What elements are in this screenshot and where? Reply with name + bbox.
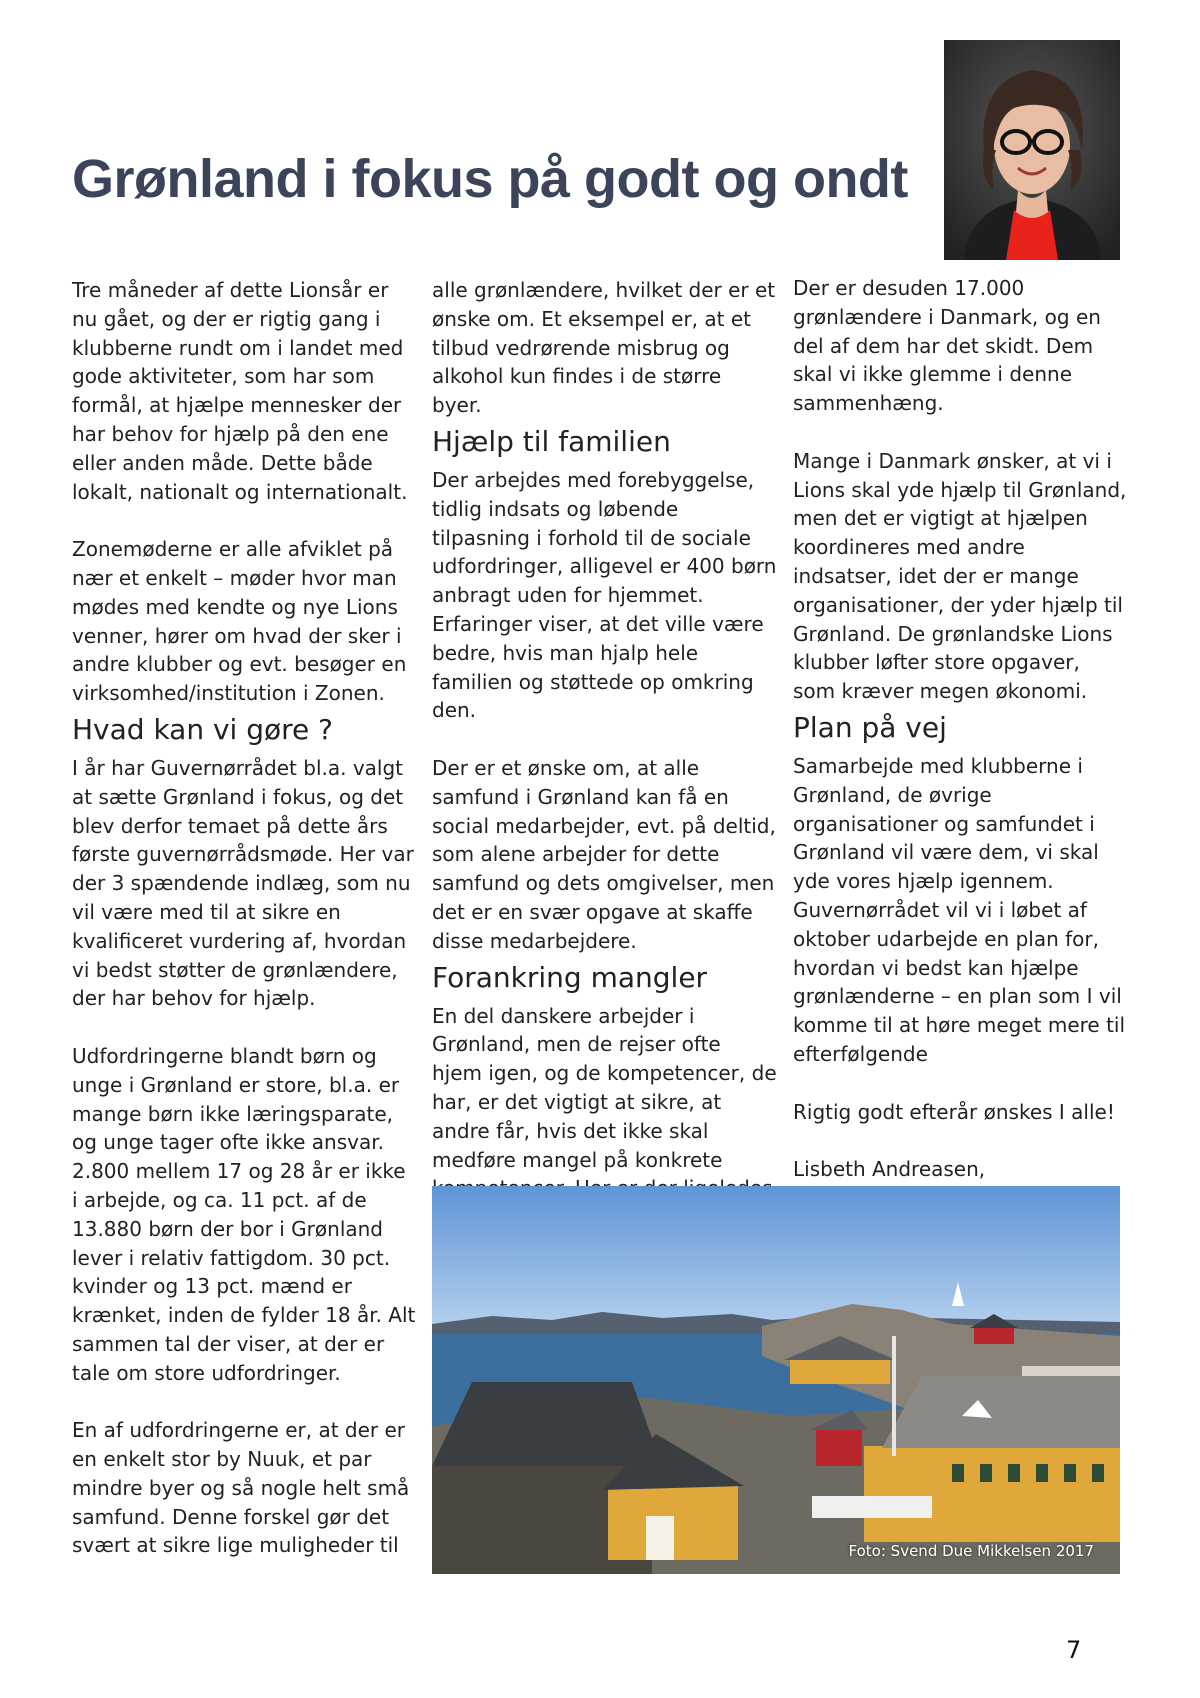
column-1 [72,276,417,1560]
paragraph: Mange i Danmark ønsker, at vi i Lions skal yde hjælp til Grønland, men det er vigtigt at hjælpen koordineres med andre indsatser, idet der er mange organisationer, der yder hjælp til Grønland. De grønlandske Lions klubber løfter store opgaver, som kræver megen økonomi. [793,448,1127,704]
paragraph: Samarbejde med klubberne i Grønland, de øvrige organisationer og samfundet i Grønland vil være dem, vi skal yde vores hjælp igennem. Guvernørrådet vil vi i løbet af oktober udarbejde en plan for, hvordan vi bedst kan hjælpe grønlænderne – en plan som I vil komme til at høre meget mere til efterfølgende [793,753,1126,1066]
column-2 [432,276,777,1232]
paragraph: Der arbejdes med forebyggelse, tidlig indsats og løbende tilpasning i forhold til de sociale udfordringer, alligevel er 400 børn anbragt uden for hjemmet. Erfaringer viser, at det ville være bedre, hvis man hjalp hele familien og støttede op omkring den. [432,467,777,723]
column-3 [793,274,1128,1213]
section-heading: Hvad kan vi gøre ? [72,712,334,746]
paragraph: alle grønlændere, hvilket der er et ønske om. Et eksempel er, at et tilbud vedrørende misbrug og alkohol kun findes i de større byer. [432,278,776,418]
signature-name: Lisbeth Andreasen, [793,1157,986,1182]
town-photo [432,1186,1120,1574]
page-title: Grønland i fokus på godt og ondt [72,149,908,209]
paragraph: Rigtig godt efterår ønskes I alle! [793,1099,1115,1124]
paragraph: En af udfordringerne er, at der er en enkelt stor by Nuuk, et par mindre byer og så nogle helt små samfund. Denne forskel gør det svært at sikre lige muligheder til [72,1418,410,1558]
paragraph: En del danskere arbejder i Grønland, men de rejser ofte hjem igen, og de kompetencer, de har, er det vigtigt at sikre, at andre får, hvis det ikke skal medføre mangel på konkrete [432,1003,777,1172]
portrait-photo [944,40,1120,260]
paragraph: Tre måneder af dette Lionsår er nu gået, og der er rigtig gang i klubberne rundt om i landet med gode aktiviteter, som har som formål, at hjælpe mennesker der har behov for hjælp på den ene eller anden måde. Dette både lokalt, nationalt og internationalt. [72,278,408,504]
section-heading: Forankring mangler [432,960,708,994]
page-number: 7 [1066,1636,1082,1664]
section-heading: Plan på vej [793,710,947,744]
paragraph: Zonemøderne er alle afviklet på nær et enkelt – møder hvor man mødes med kendte og nye Lions venner, hører om hvad der sker i andre klubber og evt. besøger en virksomhed/institution i Zonen. [72,537,407,706]
section-heading: Hjælp til familien [432,424,671,458]
photo-credit: Foto: Svend Due Mikkelsen 2017 [848,1542,1094,1560]
paragraph: Der er desuden 17.000 grønlændere i Danmark, og en del af dem har det skidt. Dem skal vi ikke glemme i denne sammenhæng. [793,276,1101,416]
paragraph: Udfordringerne blandt børn og unge i Grønland er store, bl.a. er mange børn ikke læringsparate, og unge tager ofte ikke ansvar. 2.800 mellem 17 og 28 år er ikke i arbejde, og ca. 11 pct. af de 13.880 børn der bor i Grønland lever i relativ fattigdom. 30 pct. kvinder og 13 pct. mænd er krænket, inden de fylder 18 år. Alt sammen tal der viser, at der er tale om store udfordringer. [72,1043,416,1385]
paragraph: I år har Guvernørrådet bl.a. valgt at sætte Grønland i fokus, og det blev derfor temaet på dette års første guvernørrådsmøde. Her var der 3 spændende indlæg, som nu vil være med til at sikre en kvalificeret vurdering af, hvordan vi bedst støtter de grønlændere, der har behov for hjælp. [72,755,414,1011]
paragraph: Der er et ønske om, at alle samfund i Grønland kan få en social medarbejder, evt. på deltid, som alene arbejder for dette samfund og dets omgivelser, men det er en svær opgave at skaffe disse medarbejdere. [432,755,776,953]
